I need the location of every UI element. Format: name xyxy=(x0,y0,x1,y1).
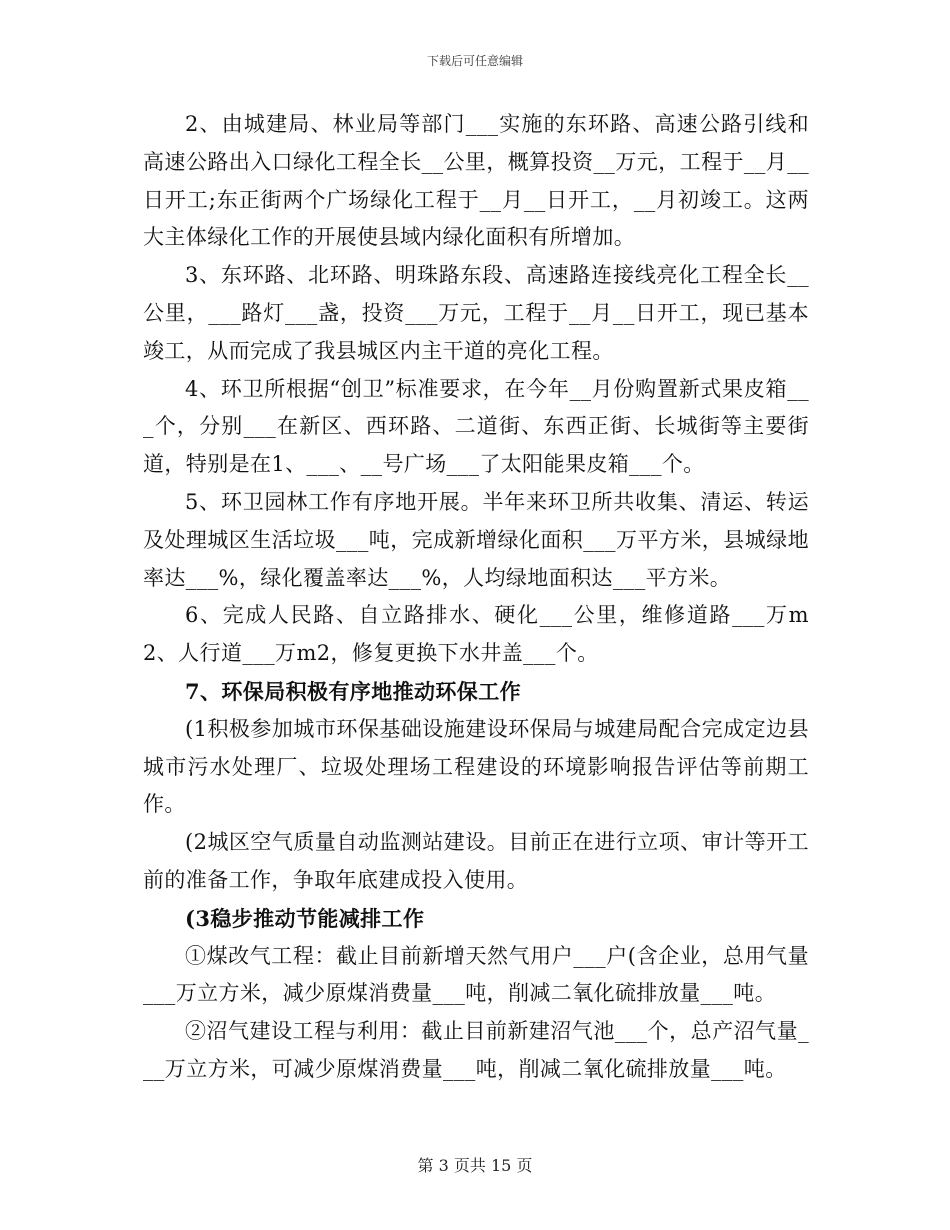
paragraph-4: 4、环卫所根据“创卫”标准要求，在今年__月份购置新式果皮箱___个，分别___在新区、西环路、二道街、东西正街、长城街等主要街道，特别是在1、___、__号广场___了太阳能果皮箱___个。 xyxy=(143,376,809,477)
paragraph-item-2: (2城区空气质量自动监测站建设。目前正在进行立项、审计等开工前的准备工作，争取年底建成投入使用。 xyxy=(143,830,809,892)
page-header: 下载后可任意编辑 xyxy=(426,54,523,68)
page-number: 第 3 页共 15 页 xyxy=(417,1156,533,1175)
paragraph-3: 3、东环路、北环路、明珠路东段、高速路连接线亮化工程全长__公里，___路灯___盏，投资___万元，工程于__月__日开工，现已基本竣工，从而完成了我县城区内主干道的亮化工程。 xyxy=(143,263,809,363)
paragraph-2: 2、由城建局、林业局等部门___实施的东环路、高速公路引线和高速公路出入口绿化工程全长__公里，概算投资__万元，工程于__月__日开工;东正街两个广场绿化工程于__月__日开工，__月初竣工。这两大主体绿化工作的开展使县域内绿化面积有所增加。 xyxy=(143,112,809,250)
section-heading-7: 7、环保局积极有序地推动环保工作 xyxy=(185,678,522,704)
paragraph-biogas: ②沼气建设工程与利用：截止目前新建沼气池___个，总产沼气量___万立方米，可减少原煤消费量___吨，削减二氧化硫排放量___吨。 xyxy=(143,1019,809,1081)
subsection-heading-3: (3稳步推动节能减排工作 xyxy=(185,905,425,931)
paragraph-item-1: (1积极参加城市环保基础设施建设环保局与城建局配合完成定边县城市污水处理厂、垃圾处理场工程建设的环境影响报告评估等前期工作。 xyxy=(143,716,809,817)
paragraph-6: 6、完成人民路、自立路排水、硬化___公里，维修道路___万m2、人行道___万m2，修复更换下水井盖___个。 xyxy=(143,603,809,666)
paragraph-coal-to-gas: ①煤改气工程：截止目前新增天然气用户___户(含企业，总用气量___万立方米，减少原煤消费量___吨，削减二氧化硫排放量___吨。 xyxy=(143,943,809,1006)
document-body xyxy=(143,106,809,1089)
paragraph-5: 5、环卫园林工作有序地开展。半年来环卫所共收集、清运、转运及处理城区生活垃圾___吨，完成新增绿化面积___万平方米，县城绿地率达___%，绿化覆盖率达___%，人均绿地面积达___平方米。 xyxy=(143,489,809,590)
